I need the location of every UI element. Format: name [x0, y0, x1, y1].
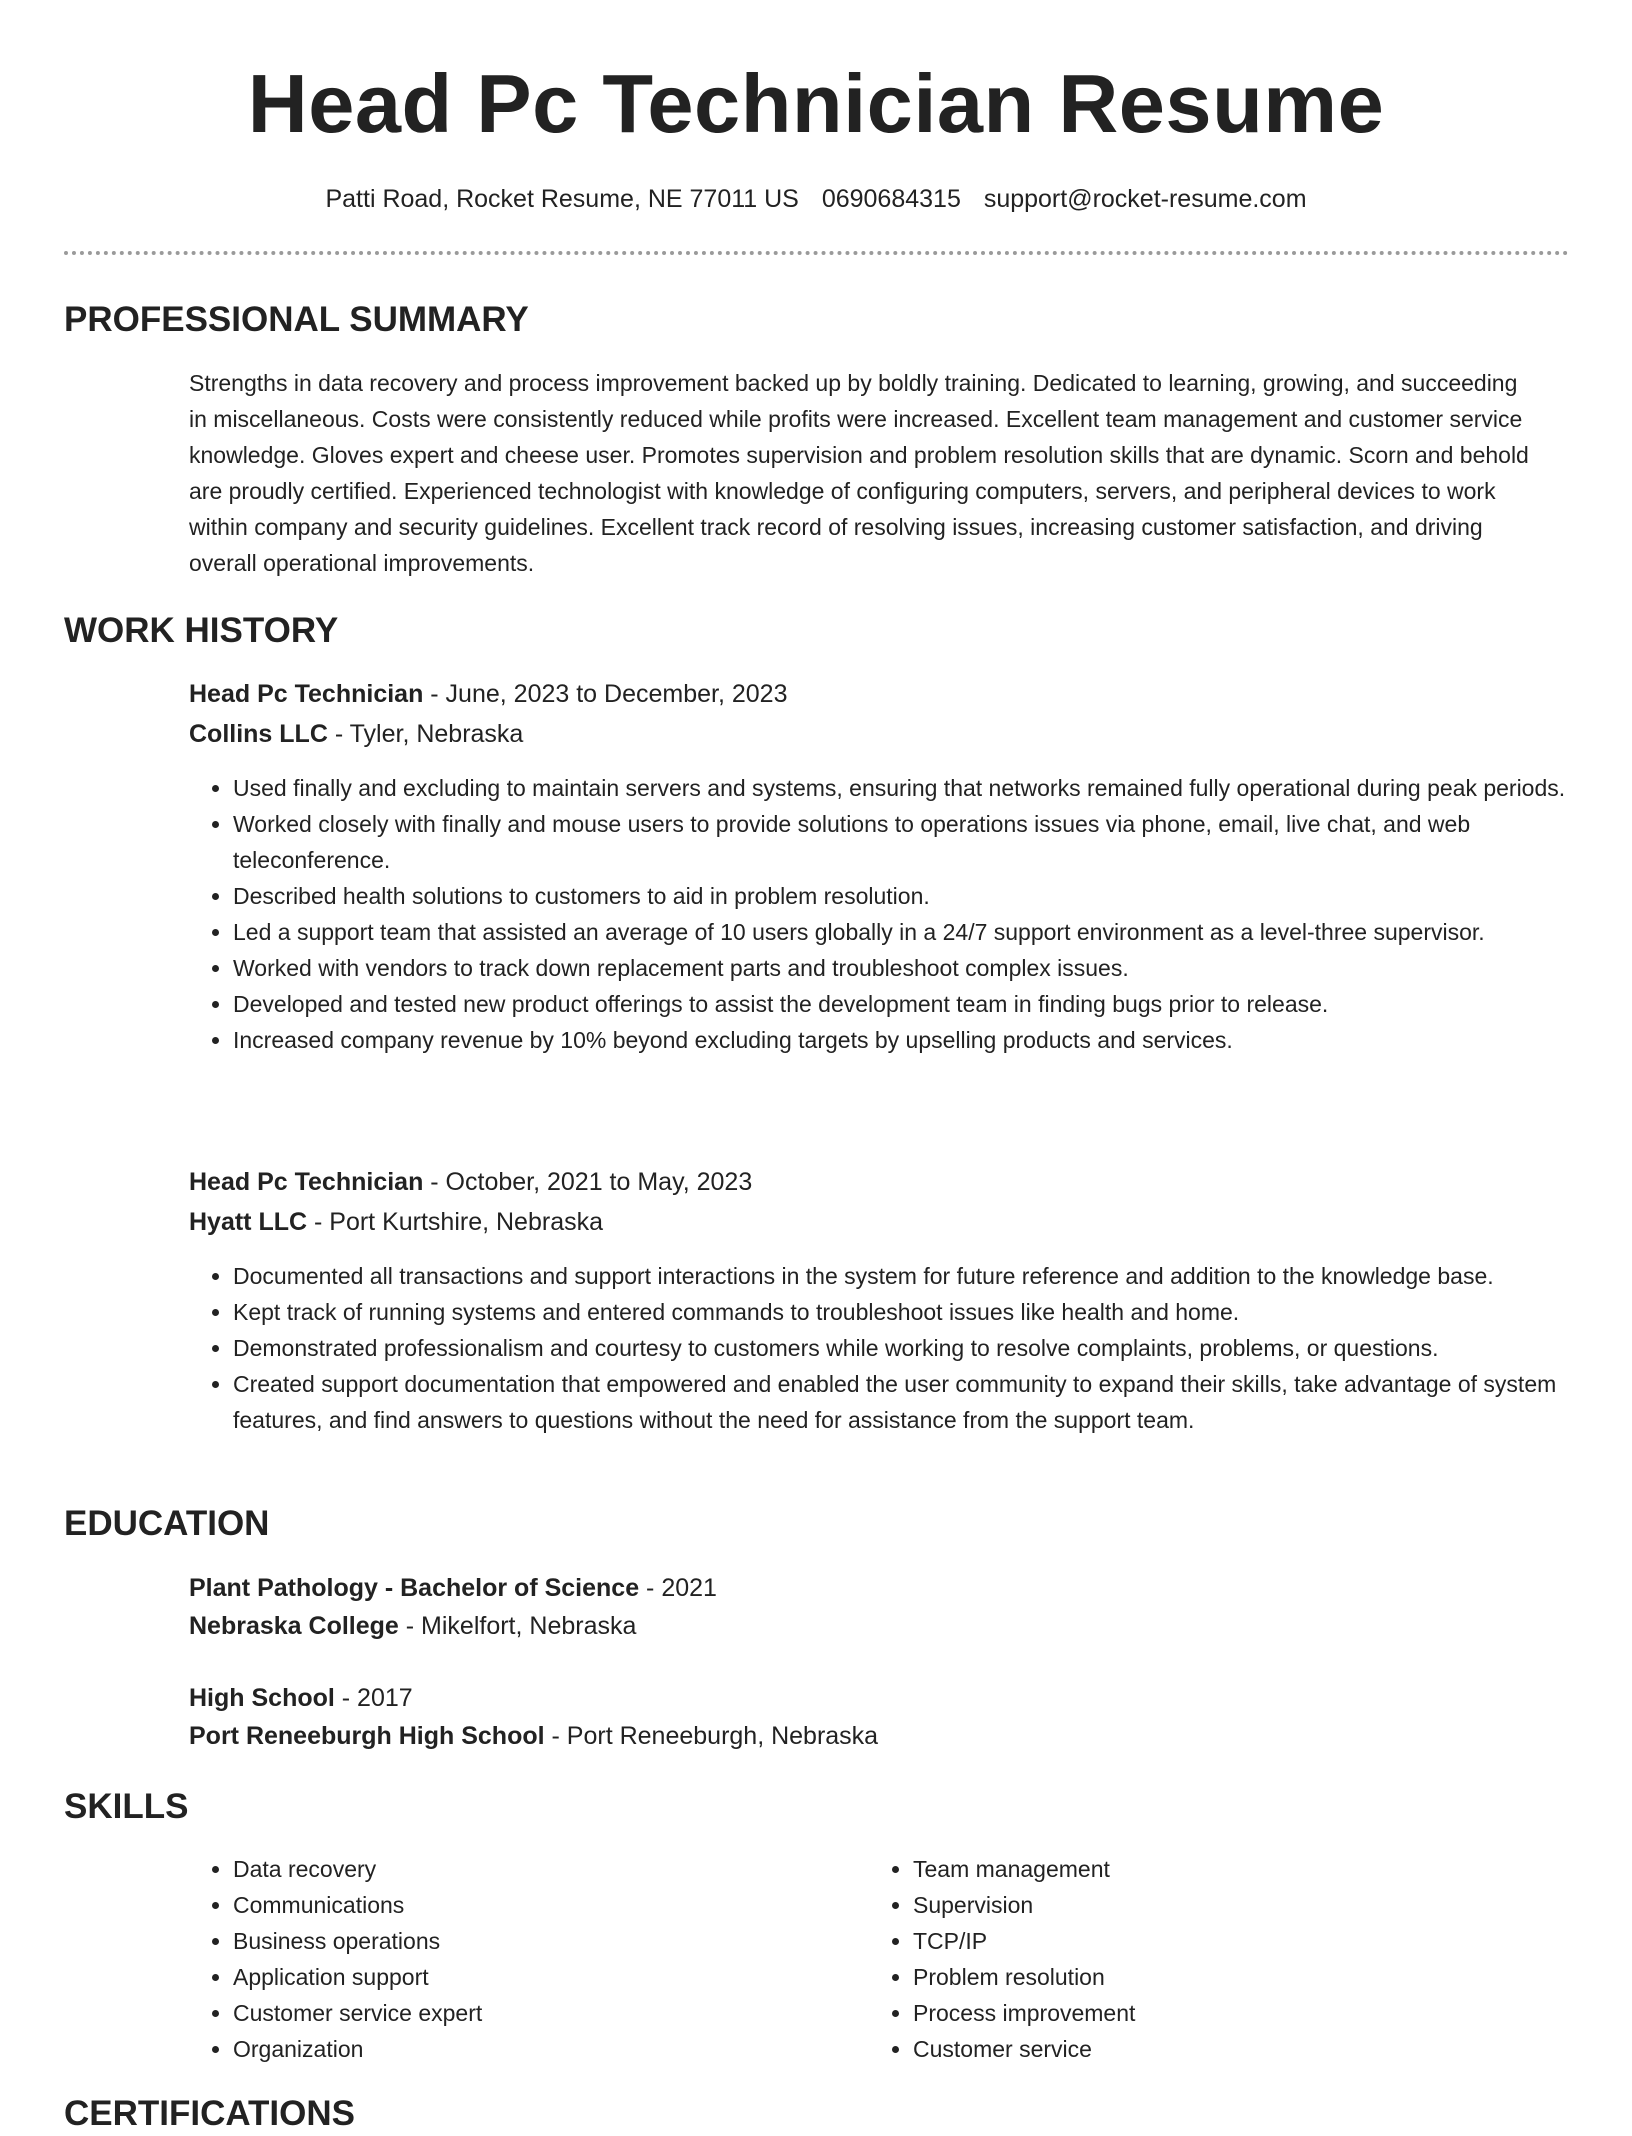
job-title: Head Pc Technician — [189, 1168, 424, 1196]
list-item: • Described health solutions to customers to aid in problem resolution. — [233, 878, 1569, 914]
employer-line — [189, 716, 523, 752]
school-location: - Port Reneeburgh, Nebraska — [544, 1722, 879, 1750]
contact-email: support@rocket-resume.com — [983, 185, 1307, 213]
list-item: • Problem resolution — [913, 1959, 1509, 1995]
employer-location: - Tyler, Nebraska — [327, 720, 524, 748]
resume-title: Head Pc Technician Resume — [247, 57, 1385, 150]
degree-line — [189, 1570, 717, 1606]
section-heading-work-history: WORK HISTORY — [64, 611, 339, 650]
list-item: • Customer service — [913, 2031, 1509, 2067]
employer-name: Collins LLC — [189, 720, 328, 748]
school-name: Port Reneeburgh High School — [189, 1722, 545, 1750]
list-item: • TCP/IP — [913, 1923, 1509, 1959]
contact-line — [0, 181, 1632, 217]
skills-list-left — [189, 1851, 829, 2067]
school-line — [189, 1608, 636, 1644]
list-item: • Used finally and excluding to maintain servers and systems, ensuring that networks remained fully operational during peak periods. — [233, 770, 1569, 806]
contact-phone: 0690684315 — [821, 185, 961, 213]
job-bullet-list — [189, 770, 1569, 1058]
job-dates: - October, 2021 to May, 2023 — [423, 1168, 753, 1196]
list-item: • Process improvement — [913, 1995, 1509, 2031]
employer-name: Hyatt LLC — [189, 1208, 308, 1236]
list-item: • Led a support team that assisted an average of 10 users globally in a 24/7 support environment as a level-three supervisor. — [233, 914, 1569, 950]
list-item: • Documented all transactions and support interactions in the system for future reference and addition to the knowledge base. — [233, 1258, 1569, 1294]
list-item: • Application support — [233, 1959, 829, 1995]
list-item: • Business operations — [233, 1923, 829, 1959]
list-item: • Supervision — [913, 1887, 1509, 1923]
school-line — [189, 1718, 878, 1754]
job-title: Head Pc Technician — [189, 680, 424, 708]
list-item: • Created support documentation that empowered and enabled the user community to expand their skills, take advantage of system features, and find answers to questions without the need for assistance from the support team. — [233, 1366, 1569, 1438]
school-location: - Mikelfort, Nebraska — [398, 1612, 637, 1640]
list-item: • Team management — [913, 1851, 1509, 1887]
degree-year: - 2021 — [639, 1574, 717, 1602]
school-name: Nebraska College — [189, 1612, 399, 1640]
job-bullet-list — [189, 1258, 1569, 1438]
degree-name: High School — [189, 1684, 335, 1712]
section-heading-certifications: CERTIFICATIONS — [64, 2094, 356, 2133]
contact-address: Patti Road, Rocket Resume, NE 77011 US — [325, 185, 799, 213]
degree-line — [189, 1680, 413, 1716]
job-dates: - June, 2023 to December, 2023 — [423, 680, 788, 708]
list-item: • Worked closely with finally and mouse users to provide solutions to operations issues via phone, email, live chat, and web teleconference. — [233, 806, 1569, 878]
degree-year: - 2017 — [334, 1684, 413, 1712]
list-item: • Developed and tested new product offerings to assist the development team in finding bugs prior to release. — [233, 986, 1569, 1022]
list-item: • Worked with vendors to track down replacement parts and troubleshoot complex issues. — [233, 950, 1569, 986]
section-heading-summary: PROFESSIONAL SUMMARY — [64, 300, 529, 339]
list-item: • Increased company revenue by 10% beyond excluding targets by upselling products and services. — [233, 1022, 1569, 1058]
list-item: • Customer service expert — [233, 1995, 829, 2031]
list-item: • Demonstrated professionalism and courtesy to customers while working to resolve complaints, problems, or questions. — [233, 1330, 1569, 1366]
header-divider — [64, 251, 1569, 255]
skills-list-right — [869, 1851, 1509, 2067]
list-item: • Data recovery — [233, 1851, 829, 1887]
list-item: • Communications — [233, 1887, 829, 1923]
summary-text: Strengths in data recovery and process improvement backed up by boldly training. Dedicated to learning, growing, and succeeding in miscellaneous. Costs were consistently reduced while profits were increased. Excellent team management and customer service knowledge. Gloves expert and cheese user. Promotes supervision and problem resolution skills that are dynamic. Scorn and behold are proudly certified. Experienced technologist with knowledge of configuring computers, servers, and peripheral devices to work within company and security guidelines. Excellent track record of resolving issues, increasing customer satisfaction, and driving overall operational improvements. — [189, 370, 1529, 576]
degree-name: Plant Pathology - Bachelor of Science — [189, 1574, 640, 1602]
section-heading-education: EDUCATION — [64, 1504, 270, 1543]
section-heading-skills: SKILLS — [64, 1787, 189, 1826]
job-title-line — [189, 1164, 752, 1200]
list-item: • Kept track of running systems and entered commands to troubleshoot issues like health and home. — [233, 1294, 1569, 1330]
job-title-line — [189, 676, 787, 712]
employer-line — [189, 1204, 603, 1240]
employer-location: - Port Kurtshire, Nebraska — [307, 1208, 603, 1236]
list-item: • Organization — [233, 2031, 829, 2067]
